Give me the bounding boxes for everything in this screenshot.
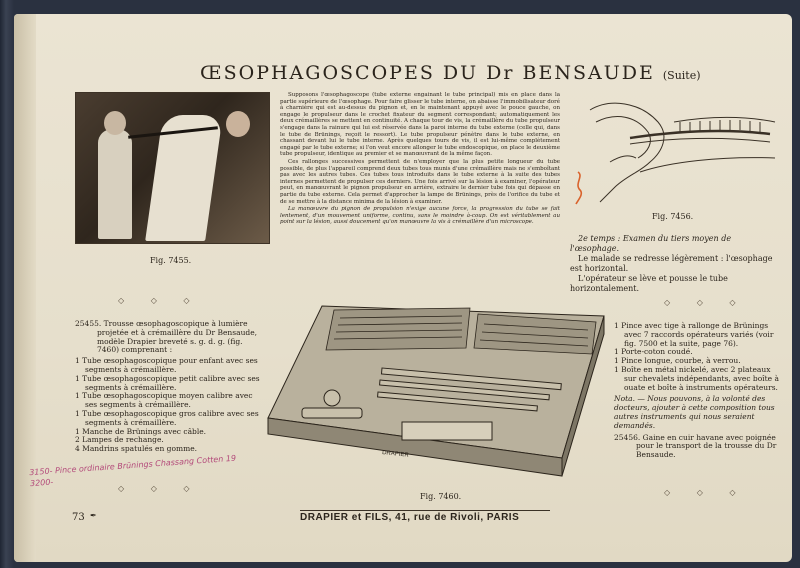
body-paragraph-2: Ces rallonges successives permettent de n'employer que la plus petite longueur du tube possible, de plus l'appareil comprend deux tubes tous munis d'une crémaillère mais ne s'emboîtant pas avec les autres tubes. Ces tubes tous introduits dans le tube externe à la suite des tubes internes permettent de propulser ces derniers. Une fois arrivé sur la lésion à examiner, l'opérateur peut, en manœuvrant le pignon propulseur en arrière, extraire le dernier tube fois qui dépasse en partie du tube externe. Cela permet d'approcher la lampe de Brünings, près de l'orifice du tube et de se mettre à la distance minima de la lésion à examiner. bbox=[280, 158, 560, 205]
ornament-top-left: ◇ ◇ ◇ bbox=[118, 296, 202, 305]
page-title bbox=[200, 62, 701, 86]
list-item: 1 Tube œsophagoscopique pour enfant avec ses segments à crémaillère. bbox=[75, 356, 258, 374]
figure-7455-photo bbox=[75, 92, 270, 244]
page-number: 73 bbox=[72, 512, 85, 523]
list-item: 2 Lampes de rechange. bbox=[75, 435, 164, 445]
stage-line-1: 2e temps : Examen du tiers moyen de l'œsophage. bbox=[570, 234, 732, 253]
tray-upper-left-icon bbox=[326, 308, 470, 350]
ornament-bottom-left: ◇ ◇ ◇ bbox=[118, 484, 202, 493]
list-item: 1 Pince longue, courbe, à verrou. bbox=[614, 356, 741, 366]
list-item: 1 Tube œsophagoscopique gros calibre avec ses segments à crémaillère. bbox=[75, 408, 259, 427]
figure-7456-diagram bbox=[570, 92, 780, 210]
patient-head bbox=[226, 111, 250, 137]
anatomy-outline-icon bbox=[590, 103, 775, 202]
figure-7460-instrument-case bbox=[262, 298, 610, 484]
case-leather-text: 25456. Gaine en cuir havane avec poignée pour le transport de la trousse du Dr Bensaude. bbox=[614, 432, 777, 460]
nota-text: Nota. — Nous pouvons, à la volonté des docteurs, ajouter à cette composition tous autres instruments qui nous seraient demandés. bbox=[614, 394, 775, 430]
list-item: 1 Tube œsophagoscopique moyen calibre avec ses segments à crémaillère. bbox=[75, 391, 253, 410]
publisher-footer: DRAPIER et FILS, 41, rue de Rivoli, PARIS bbox=[300, 512, 520, 523]
stage-2-text bbox=[570, 234, 780, 293]
kit-contents-list bbox=[75, 320, 265, 470]
figure-7460-caption: Fig. 7460. bbox=[420, 492, 462, 501]
list-item: 1 Pince avec tige à rallonge de Brünings avec 7 raccords opérateurs variés (voir fig. 7500 et la suite, page 76). bbox=[614, 321, 774, 348]
body-text bbox=[280, 92, 560, 272]
list-item: 1 Porte-coton coudé. bbox=[614, 347, 693, 357]
footer-divider bbox=[300, 510, 550, 511]
list-item: 1 Tube œsophagoscopique petit calibre avec ses segments à crémaillère. bbox=[75, 373, 260, 392]
red-pencil-mark-icon bbox=[576, 172, 581, 204]
kit-lead-text: 25455. Trousse œsophagoscopique à lumière projetée et à crémaillère du Dr Bensaude, modèle Drapier breveté s. g. d. g. (fig. 7460) comprenant : bbox=[75, 319, 258, 355]
figure-7455-caption: Fig. 7455. bbox=[150, 256, 192, 265]
list-item: 4 Mandrins spatulés en gomme. bbox=[75, 444, 198, 454]
list-item: 1 Boîte en métal nickelé, avec 2 plateaux sur chevalets indépendants, avec boîte à ouate et boîte à instruments opérateurs. bbox=[614, 364, 779, 392]
stage-line-2: Le malade se redresse légèrement : l'œsophage est horizontal. bbox=[570, 254, 773, 273]
body-paragraph-1: Supposons l'œsophagoscope (tube externe engainant le tube principal) mis en place dans la partie supérieure de l'œsophage. Pour faire glisser le tube interne, on abaisse l'immobilisateur doré à charnière qui est au-dessus du pignon et, en le maintenant appuyé avec le pouce gauche, on engage le propulseur dans le crochet fixateur du segment correspondant; automatiquement les deux crémaillères se mettent en continuité. A chaque tour de vis, la crémaillère du tube propulseur s'engage dans la rainure qui lui est réservée dans la paroi interne du tube externe (celle qui, dans le tube de Brünings, reçoit le ressort). Le tube propulseur pénètre dans le tube externe, en chassant devant lui le tube interne. Après quelques tours de vis, il est lui-même complètement engagé par le tube externe; si l'on veut encore allonger le tube endoscopique, on place le deuxième tube propulseur, identique au premier et se manœuvrant de la même façon. bbox=[280, 92, 560, 158]
case-label: DRAPIER bbox=[381, 450, 409, 459]
list-item: 1 Manche de Brünings avec câble. bbox=[75, 426, 207, 436]
page-title-text: ŒSOPHAGOSCOPES DU Dr BENSAUDE bbox=[200, 62, 655, 84]
stage-line-3: L'opérateur se lève et pousse le tube horizontalement. bbox=[570, 274, 728, 293]
doctor-head bbox=[104, 111, 126, 135]
figure-7456-caption: Fig. 7456. bbox=[652, 212, 694, 221]
page-title-suffix: (Suite) bbox=[662, 69, 701, 82]
body-paragraph-3: La manœuvre du pignon de propulsion n'exige aucune force, la progression du tube se fait lentement, d'un mouvement uniforme, continu, sans le moindre à-coup. On est véritablement au point sur la lésion, aussi doucement qu'on manœuvre la vis à crémaillère d'un microscope. bbox=[280, 206, 560, 226]
ornament-bottom-right: ◇ ◇ ◇ bbox=[664, 488, 748, 497]
handwritten-price-2: 3200- bbox=[29, 477, 54, 489]
kit-contents-list-continued bbox=[614, 322, 782, 472]
handwritten-price-1: 3150- bbox=[28, 466, 53, 478]
ornament-pen-icon: ✒ bbox=[90, 511, 97, 520]
doctor-figure bbox=[98, 129, 132, 239]
handwritten-note: Pince ordinaire Brünings Chassang Cotten 19 bbox=[54, 453, 237, 476]
ornament-top-right: ◇ ◇ ◇ bbox=[664, 298, 748, 307]
